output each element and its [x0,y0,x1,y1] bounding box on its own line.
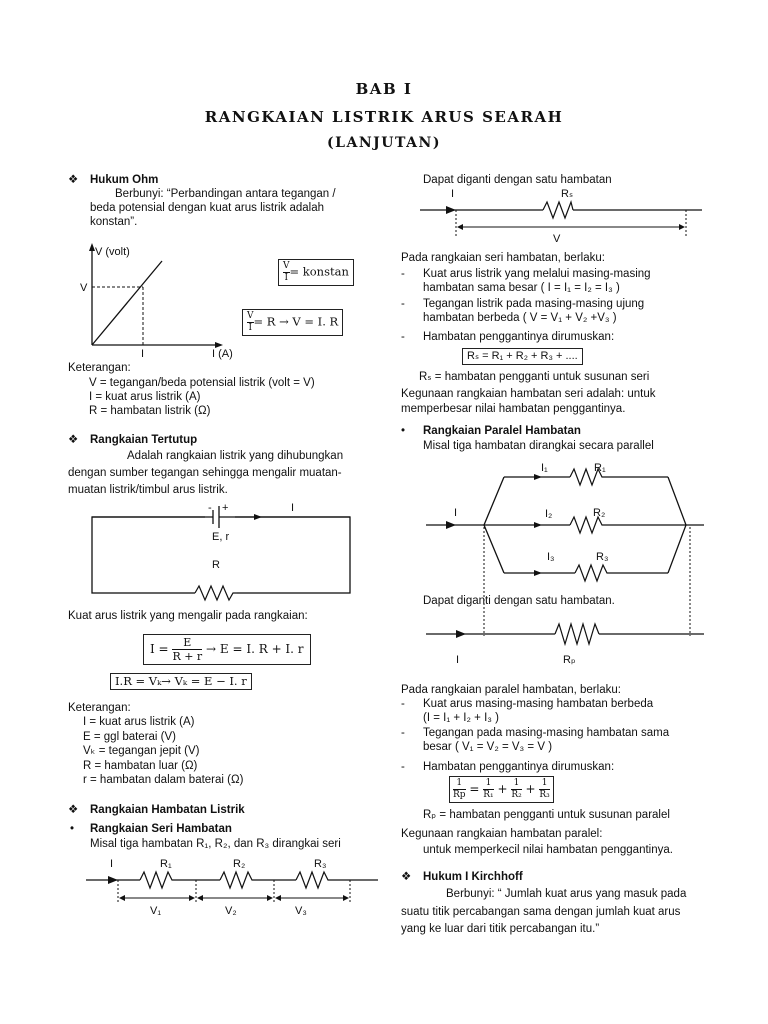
rule-text: Hambatan penggantinya dirumuskan: [423,331,615,343]
ket-item: I = kuat arus listrik (A) [83,716,195,728]
tertutup-text: muatan listrik/timbul arus listrik. [68,484,228,496]
battery-plus-label: + [222,502,229,514]
rule-text: Tegangan pada masing-masing hambatan sama [423,727,670,739]
section-heading-tertutup: Rangkaian Tertutup [90,434,198,446]
ohm-text: Berbunyi: “Perbandingan antara tegangan / [115,188,336,200]
chapter-label: BAB I [355,80,413,98]
graph-i-axis-label: I (A) [212,348,233,360]
bullet-dash: - [401,331,405,343]
bullet-icon: ❖ [68,434,79,446]
ket-item: V = tegangan/beda potensial listrik (volt = V) [89,377,315,389]
ohm-text: konstan”. [90,216,138,228]
series-r3-label: R₃ [314,858,327,870]
rule-text: Hambatan penggantinya dirumuskan: [423,761,615,773]
series-v2-label: V₂ [225,905,237,917]
series-r2-label: R₂ [233,858,246,870]
ket-item: R = hambatan listrik (Ω) [89,405,211,417]
bullet-dash: - [401,698,405,710]
ket-item: r = hambatan dalam baterai (Ω) [83,774,244,786]
parallel-r2-label: R₂ [593,507,606,519]
series-v1-label: V₁ [150,905,162,917]
bullet-icon: ❖ [68,174,79,186]
seri-guna-text: memperbesar nilai hambatan penggantinya. [401,403,626,415]
parallel-r3-label: R₃ [596,551,609,563]
bullet-icon: ❖ [68,804,79,816]
parallel-r1-label: R₁ [594,462,606,474]
parallel-current-label: I [454,507,458,519]
parallel-i1-label: I₁ [541,462,548,474]
formula-rp: $\frac{1}{Rp}$ = $\frac{1}{\text{R₁}}$ + $\frac{1}{\text{R₂}}$ + $\frac{1}{\text{R₃}}$ [449,776,554,803]
ket-item: R = hambatan luar (Ω) [83,760,198,772]
equivalent-current-label: I [451,188,455,200]
bullet-dash: - [401,727,405,739]
tertutup-text: dengan sumber tegangan sehingga mengalir muatan- [68,467,342,479]
ohm-text: beda potensial dengan kuat arus listrik adalah [90,202,324,214]
graph-v-axis-label: V (volt) [95,246,130,258]
formula-terminal-voltage: I.R = Vₖ→ Vₖ = E − I. r [110,673,252,690]
section-heading-ohm: Hukum Ohm [90,174,159,186]
rule-text: Kuat arus masing-masing hambatan berbeda [423,698,654,710]
bullet-dash: - [401,298,405,310]
paralel-guna-text: Kegunaan rangkaian hambatan paralel: [401,828,603,840]
rp-label: Rₚ [563,654,576,666]
rs-note: Rₛ = hambatan pengganti untuk susunan seri [419,371,650,383]
kuat-arus-text: Kuat arus listrik yang mengalir pada rangkaian: [68,610,308,622]
battery-minus-label: - [208,502,212,514]
series-v3-label: V₃ [295,905,307,917]
parallel-i3-label: I₃ [547,551,555,563]
formula-ohm: $\frac{V}{I}$ = R → V = I. R [242,309,343,336]
parallel-i2-label: I₂ [545,508,553,520]
bullet-icon: ❖ [401,871,412,883]
series-current-label: I [110,858,114,870]
ket-title: Keterangan: [68,702,131,714]
ket-item: Vₖ = tegangan jepit (V) [83,745,200,757]
resistor-label: R [212,559,220,571]
seri-guna-text: Kegunaan rangkaian hambatan seri adalah: untuk [401,388,656,400]
v-label: V [553,233,561,245]
seri-text: Misal tiga hambatan R₁, R₂, dan R₃ dirangkai seri [90,838,341,850]
bullet-dot: • [401,425,406,437]
kirchhoff-text: yang ke luar dari titik percabangan itu.” [401,923,600,935]
bullet-dash: - [401,268,405,280]
graph-v-label: V [80,282,88,294]
rule-text: Tegangan listrik pada masing-masing ujung [423,298,645,310]
bullet-dot: • [70,823,75,835]
page-subtitle: (LANJUTAN) [327,135,441,151]
ket-item: E = ggl baterai (V) [83,731,177,743]
page-title: RANGKAIAN LISTRIK ARUS SEARAH [204,108,564,126]
tertutup-text: Adalah rangkaian listrik yang dihubungkan [127,450,344,462]
rp-note: Rₚ = hambatan pengganti untuk susunan paralel [423,809,670,821]
series-r1-label: R₁ [160,858,172,870]
seri-berlaku-text: Pada rangkaian seri hambatan, berlaku: [401,252,605,264]
subheading-paralel: Rangkaian Paralel Hambatan [423,425,581,437]
section-heading-hambatan: Rangkaian Hambatan Listrik [90,804,245,816]
rule-text: hambatan berbeda ( V = V₁ + V₂ +V₃ ) [423,312,617,324]
current-label: I [291,502,295,514]
ket-item: I = kuat arus listrik (A) [89,391,201,403]
formula-current: I = $\frac{E}{R + r}$ → E = I. R + I. r [143,634,311,665]
battery-label: E, r [212,531,230,543]
paralel-text: Misal tiga hambatan dirangkai secara parallel [423,440,654,452]
paralel-ganti-text: Dapat diganti dengan satu hambatan. [423,595,615,607]
rs-label: Rₛ [561,188,574,200]
paralel-berlaku-text: Pada rangkaian paralel hambatan, berlaku: [401,684,621,696]
rp-current-label: I [456,654,460,666]
kirchhoff-text: Berbunyi: “ Jumlah kuat arus yang masuk pada [446,888,687,900]
subheading-seri: Rangkaian Seri Hambatan [90,823,232,835]
graph-i-label: I [141,348,145,360]
paralel-guna-text: untuk memperkecil nilai hambatan penggantinya. [423,844,673,856]
rule-text: (I = I₁ + I₂ + I₃ ) [423,712,499,724]
rule-text: Kuat arus listrik yang melalui masing-masing [423,268,651,280]
formula-rs: Rₛ = R₁ + R₂ + R₃ + .... [462,348,583,365]
rule-text: hambatan sama besar ( I = I₁ = I₂ = I₃ ) [423,282,620,294]
bullet-dash: - [401,761,405,773]
ket-title: Keterangan: [68,362,131,374]
section-heading-kirchhoff: Hukum I Kirchhoff [423,871,523,883]
seri-ganti-text: Dapat diganti dengan satu hambatan [423,174,612,186]
rule-text: besar ( V₁ = V₂ = V₃ = V ) [423,741,553,753]
formula-konstan: $\frac{V}{I}$ = konstan [278,259,354,286]
kirchhoff-text: suatu titik percabangan sama dengan jumlah kuat arus [401,906,681,918]
